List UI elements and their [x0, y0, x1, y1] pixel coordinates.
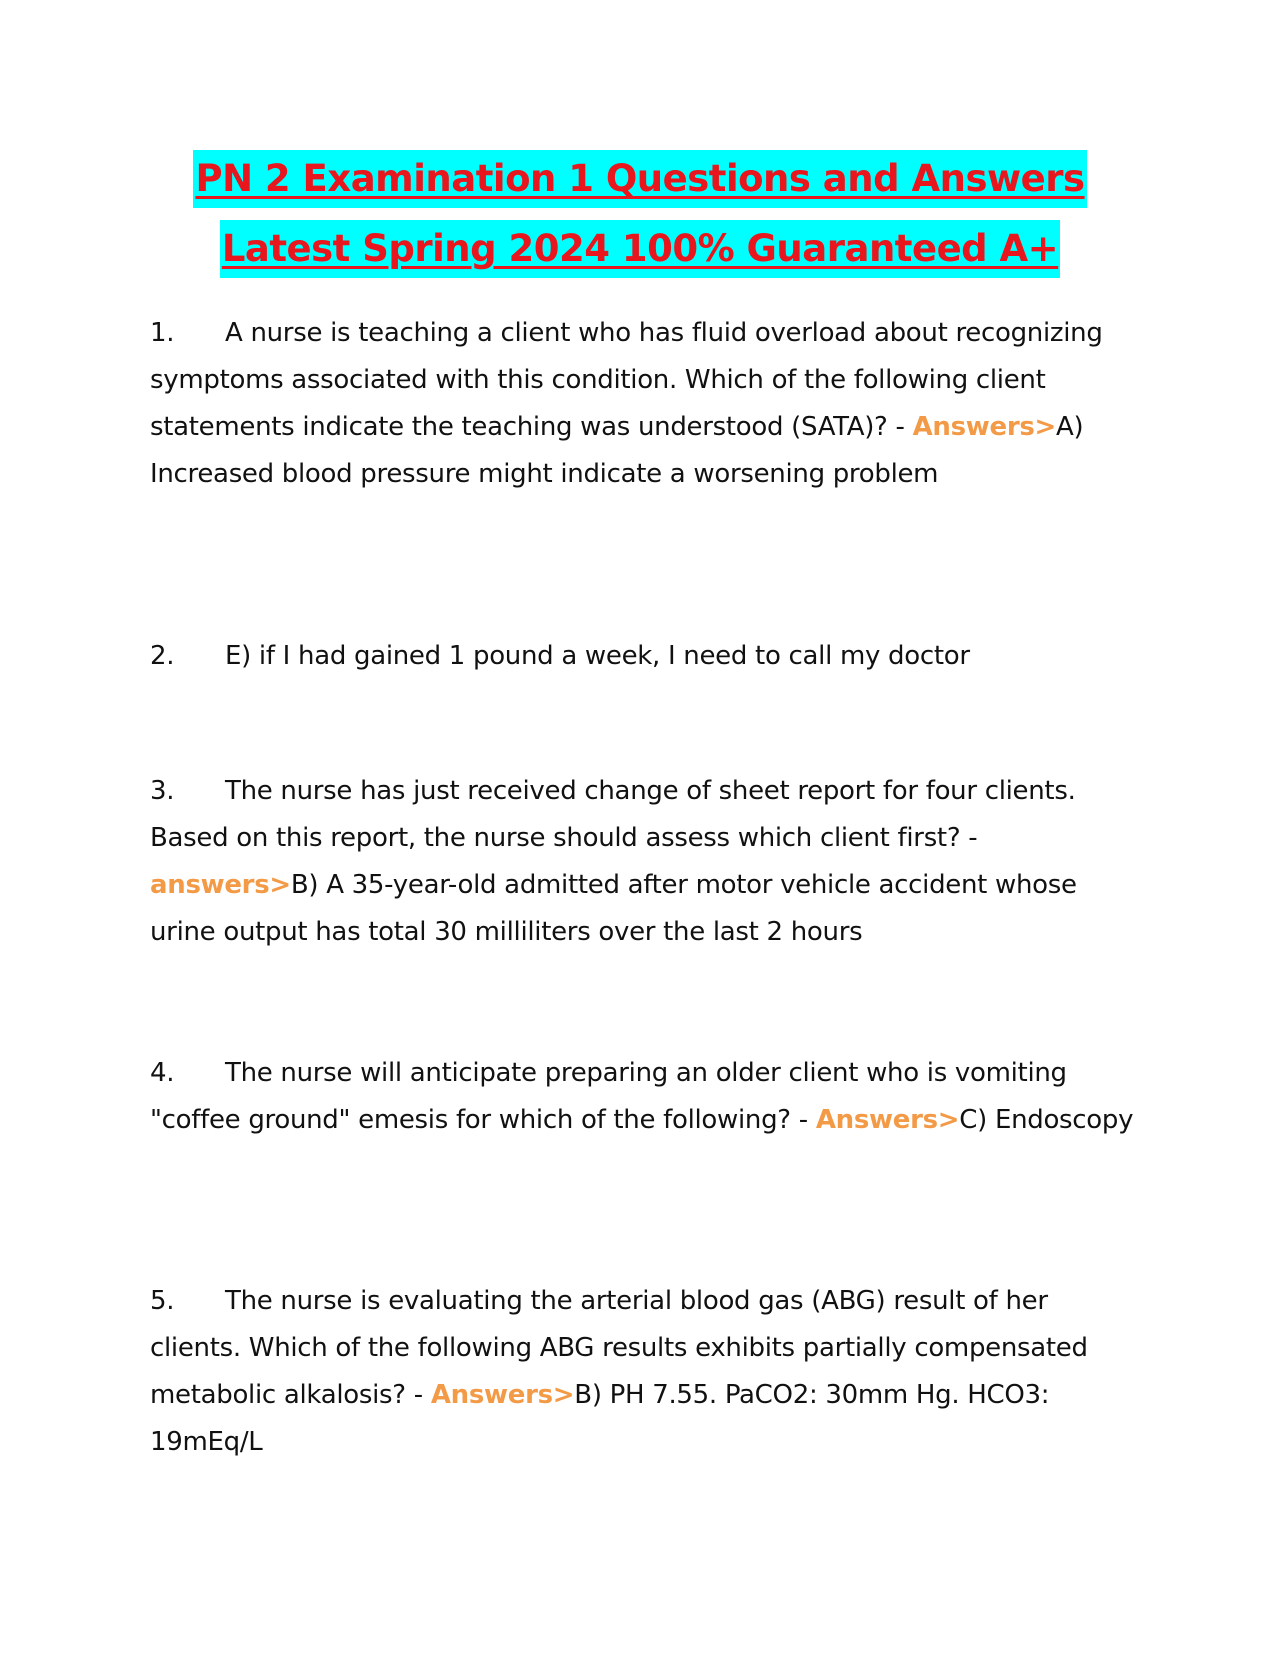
question-number: 1.	[150, 318, 175, 348]
answer-label: Answers>	[912, 412, 1057, 442]
question-text: The nurse has just received change of sheet report for four clients. Based on this report, the nurse should assess which client first? -	[150, 776, 1076, 853]
question-number: 5.	[150, 1286, 175, 1316]
answer-text: A) Increased blood pressure might indicate a worsening problem	[150, 412, 1084, 489]
document-title	[0, 150, 1280, 278]
title-line-1: PN 2 Examination 1 Questions and Answers	[193, 150, 1086, 208]
question-item	[150, 633, 1140, 680]
answer-text: C) Endoscopy	[959, 1105, 1134, 1135]
question-text: The nurse will anticipate preparing an older client who is vomiting "coffee ground" emesis for which of the following? -	[150, 1058, 1067, 1135]
answer-text: B) A 35-year-old admitted after motor vehicle accident whose urine output has total 30 milliliters over the last 2 hours	[150, 870, 1077, 947]
answer-label: Answers>	[815, 1105, 960, 1135]
answer-label: answers>	[150, 870, 291, 900]
question-item	[150, 310, 1140, 498]
answer-text: B) PH 7.55. PaCO2: 30mm Hg. HCO3: 19mEq/L	[150, 1380, 1050, 1457]
question-text: A nurse is teaching a client who has fluid overload about recognizing symptoms associated with this condition. Which of the following client statements indicate the teaching was understood (SATA)? -	[150, 318, 1103, 442]
question-text: E) if I had gained 1 pound a week, I need to call my doctor	[225, 641, 970, 671]
question-text: The nurse is evaluating the arterial blood gas (ABG) result of her clients. Which of the following ABG results exhibits partially compensated metabolic alkalosis? -	[150, 1286, 1088, 1410]
answer-label: Answers>	[430, 1380, 575, 1410]
question-item	[150, 768, 1140, 956]
question-item	[150, 1278, 1140, 1466]
question-number: 2.	[150, 641, 175, 671]
question-number: 3.	[150, 776, 175, 806]
title-line-2: Latest Spring 2024 100% Guaranteed A+	[220, 220, 1060, 278]
question-number: 4.	[150, 1058, 175, 1088]
question-item	[150, 1050, 1140, 1144]
